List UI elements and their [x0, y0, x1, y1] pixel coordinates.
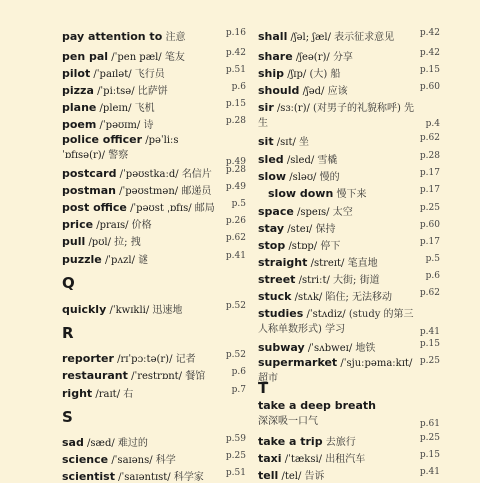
entry-phonetic: /ˈrestrɒnt/ [131, 371, 183, 382]
entry-text [62, 251, 222, 266]
entry-meaning: 慢下来 [336, 189, 367, 200]
vocab-entry [62, 251, 246, 266]
entry-text [258, 305, 416, 335]
entry-word: pull [62, 235, 86, 248]
entry-text [62, 385, 228, 400]
entry-text [258, 271, 422, 286]
entry-phonetic: /sɜː(r)/ [276, 103, 310, 114]
entry-phonetic: /ˈsjuːpəmaːkɪt/ [340, 358, 413, 369]
entry-meaning: (对男子的礼貌称呼) 先生 [258, 103, 415, 129]
entry-meaning: 保持 [315, 224, 336, 235]
vocab-entry [62, 301, 246, 316]
entry-word: slow down [268, 187, 334, 200]
entry-phonetic: /ʃəl; ʃæl/ [290, 32, 331, 43]
entry-word: sad [62, 436, 84, 449]
entry-word: stay [258, 222, 285, 235]
entry-word: subway [258, 341, 305, 354]
entry-page: p.28 [225, 116, 246, 126]
entry-word: quickly [62, 303, 107, 316]
entry-meaning: 太空 [332, 207, 353, 218]
entry-page: p.6 [425, 271, 440, 281]
entry-phonetic: /rɪˈpɔːtə(r)/ [117, 354, 173, 365]
entry-text [258, 220, 416, 235]
entry-word: police officer [62, 133, 143, 146]
vocab-entry [62, 367, 246, 382]
entry-meaning: 邮局 [194, 203, 215, 214]
entry-page: p.62 [419, 288, 440, 298]
entry-page: p.28 [419, 151, 440, 161]
entry-page: p.15 [419, 450, 440, 460]
entry-word: street [258, 273, 296, 286]
entry-meaning: 慢的 [319, 172, 340, 183]
entry-phonetic: /ˈpəʊstmən/ [119, 186, 179, 197]
entry-text [62, 367, 228, 382]
entry-meaning: 拉; 拽 [114, 237, 141, 248]
entry-phonetic: /raɪt/ [95, 389, 121, 400]
entry-page: p.15 [225, 99, 246, 109]
entry-page: p.28 [225, 165, 246, 175]
vocab-entry [62, 385, 246, 400]
entry-phonetic: /steɪ/ [287, 224, 313, 235]
entry-meaning: 雪橇 [317, 155, 338, 166]
vocab-entry [62, 451, 246, 466]
entry-text [62, 434, 222, 449]
vocab-entry [258, 356, 440, 384]
entry-phonetic: /pʊl/ [88, 237, 111, 248]
entry-text [258, 151, 416, 166]
vocab-entry [258, 339, 440, 354]
entry-meaning: 难过的 [117, 438, 148, 449]
vocab-entry [62, 350, 246, 365]
vocab-entry [258, 203, 440, 218]
entry-word: pizza [62, 84, 94, 97]
entry-text [258, 356, 416, 384]
vocab-entry [62, 99, 246, 114]
entry-text [258, 82, 416, 97]
entry-meaning: 科学 [155, 455, 176, 466]
entry-text [62, 216, 222, 231]
entry-meaning: 警察 [108, 150, 129, 161]
vocab-entry [258, 433, 440, 448]
entry-word: scientist [62, 470, 115, 483]
entry-text [258, 450, 416, 465]
entry-word: post office [62, 201, 127, 214]
vocab-entry [258, 133, 440, 148]
entry-meaning: 应该 [327, 86, 348, 97]
entry-text [258, 133, 416, 148]
entry-page: p.41 [419, 467, 440, 477]
entry-phonetic: /pleɪn/ [99, 103, 132, 114]
entry-meaning: 科学家 [173, 472, 204, 483]
entry-text [258, 28, 416, 43]
entry-phonetic: /ˈpen pæl/ [111, 52, 162, 63]
entry-word: reporter [62, 352, 114, 365]
entry-word: plane [62, 101, 97, 114]
entry-page: p.42 [419, 48, 440, 58]
entry-text [62, 301, 222, 316]
entry-phonetic: /sləʊ/ [289, 172, 317, 183]
entry-page: p.49 [225, 157, 246, 167]
entry-phonetic: /praɪs/ [96, 220, 129, 231]
entry-meaning: 坐 [299, 137, 310, 148]
vocab-entry [258, 99, 440, 129]
entry-meaning: 笔直地 [347, 258, 378, 269]
entry-page: p.51 [225, 65, 246, 75]
vocab-entry [62, 28, 246, 43]
entry-phonetic: /ˈsaɪəns/ [111, 455, 153, 466]
entry-meaning: 大街; 街道 [333, 275, 380, 286]
entry-meaning: 飞机 [134, 103, 155, 114]
entry-page: p.17 [419, 168, 440, 178]
entry-text [62, 28, 222, 43]
entry-meaning: 诗 [143, 120, 154, 131]
entry-page: p.26 [225, 216, 246, 226]
section-letter: R [62, 324, 74, 342]
entry-phonetic: /ˈpaɪlət/ [93, 69, 132, 80]
entry-meaning: 深深吸一口气 [258, 416, 318, 427]
entry-page: p.41 [419, 327, 440, 337]
entry-text [258, 433, 416, 448]
entry-text [258, 48, 416, 63]
vocab-entry [62, 133, 246, 167]
entry-meaning: 出租汽车 [325, 454, 366, 465]
entry-text [62, 468, 222, 483]
entry-meaning: 告诉 [304, 471, 325, 482]
entry-text [62, 233, 222, 248]
entry-text [258, 203, 416, 218]
entry-page: p.25 [225, 451, 246, 461]
section-letter: Q [62, 274, 75, 292]
entry-meaning: 注意 [165, 32, 186, 43]
entry-phonetic: /ˈsaɪəntɪst/ [118, 472, 171, 483]
vocab-entry [258, 185, 440, 200]
section-letter: S [62, 408, 73, 426]
entry-phonetic: /ˈstʌdiz/ [306, 309, 346, 320]
entry-word: science [62, 453, 109, 466]
vocab-entry [258, 237, 440, 252]
entry-word: pay attention to [62, 30, 163, 43]
entry-text [258, 288, 416, 303]
entry-page: p.62 [419, 133, 440, 143]
entry-word: stop [258, 239, 286, 252]
entry-phonetic: /ˈsʌbweɪ/ [307, 343, 353, 354]
vocab-entry [258, 450, 440, 465]
vocab-entry [258, 82, 440, 97]
entry-word: poem [62, 118, 97, 131]
entry-word: take a trip [258, 435, 323, 448]
vocab-entry [258, 288, 440, 303]
entry-page: p.15 [419, 339, 440, 349]
entry-page: p.7 [231, 385, 246, 395]
vocab-entry [258, 28, 440, 43]
entry-phonetic: /ʃɪp/ [287, 69, 307, 80]
entry-word: slow [258, 170, 287, 183]
entry-page: p.52 [225, 350, 246, 360]
entry-meaning: 分享 [332, 52, 353, 63]
vocab-entry [62, 468, 246, 483]
entry-word: straight [258, 256, 308, 269]
entry-word: taxi [258, 452, 282, 465]
entry-meaning: 超市 [258, 373, 278, 384]
entry-text [62, 182, 222, 197]
entry-word: sled [258, 153, 284, 166]
entry-meaning: 价格 [131, 220, 152, 231]
entry-word: shall [258, 30, 288, 43]
vocab-entry [62, 116, 246, 131]
entry-meaning: 笔友 [164, 52, 185, 63]
entry-page: p.5 [425, 254, 440, 264]
entry-page: p.51 [225, 468, 246, 478]
entry-meaning: 记者 [175, 354, 196, 365]
vocab-entry [62, 82, 246, 97]
section-letter: T [258, 379, 269, 397]
entry-text [62, 350, 222, 365]
entry-phonetic: /sæd/ [87, 438, 115, 449]
entry-phonetic: /sɪt/ [276, 137, 296, 148]
entry-phonetic: /tel/ [281, 471, 302, 482]
vocab-entry [258, 271, 440, 286]
vocab-entry [62, 182, 246, 197]
vocab-entry [258, 305, 440, 337]
vocab-entry [62, 165, 246, 180]
entry-phonetic: /ˈtæksi/ [284, 454, 323, 465]
vocab-entry [62, 65, 246, 80]
entry-phonetic: /streɪt/ [310, 258, 345, 269]
entry-page: p.16 [225, 28, 246, 38]
entry-phonetic: /ʃeə(r)/ [295, 52, 330, 63]
entry-page: p.17 [419, 237, 440, 247]
entry-word: puzzle [62, 253, 102, 266]
entry-text [62, 199, 228, 214]
vocab-entry [62, 434, 246, 449]
entry-page: p.5 [231, 199, 246, 209]
entry-word: pen pal [62, 50, 109, 63]
entry-phonetic: /ˈpəʊɪm/ [99, 120, 141, 131]
entry-text [258, 237, 416, 252]
entry-page: p.60 [419, 82, 440, 92]
entry-meaning: 飞行员 [134, 69, 165, 80]
entry-meaning: 迅速地 [152, 305, 183, 316]
vocab-entry [258, 399, 440, 429]
vocab-entry [258, 254, 440, 269]
entry-text [62, 82, 228, 97]
entry-text [258, 99, 422, 129]
entry-text [258, 339, 416, 354]
entry-page: p.25 [419, 433, 440, 443]
entry-phonetic: /ˈpiːtsə/ [97, 86, 135, 97]
entry-page: p.62 [225, 233, 246, 243]
entry-phonetic: /sled/ [286, 155, 315, 166]
vocab-entry [62, 48, 246, 63]
entry-phonetic: /striːt/ [298, 275, 330, 286]
entry-meaning: 地铁 [355, 343, 376, 354]
vocab-entry [62, 233, 246, 248]
entry-page: p.25 [419, 203, 440, 213]
entry-page: p.25 [419, 356, 440, 366]
entry-text [258, 168, 416, 183]
entry-word: studies [258, 307, 304, 320]
entry-word: right [62, 387, 93, 400]
entry-text [62, 165, 222, 180]
entry-text [258, 254, 422, 269]
entry-meaning: (大) 船 [309, 69, 341, 80]
entry-meaning: 表示征求意见 [334, 32, 395, 43]
entry-word: sit [258, 135, 274, 148]
entry-page: p.17 [419, 185, 440, 195]
entry-page: p.41 [225, 251, 246, 261]
entry-word: share [258, 50, 293, 63]
entry-text [62, 65, 222, 80]
entry-word: supermarket [258, 356, 338, 369]
entry-page: p.6 [231, 367, 246, 377]
entry-word: restaurant [62, 369, 128, 382]
entry-meaning: 邮递员 [181, 186, 212, 197]
entry-word: postman [62, 184, 116, 197]
entry-meaning: 餐馆 [185, 371, 206, 382]
entry-meaning: 右 [123, 389, 134, 400]
entry-phonetic: /speɪs/ [297, 207, 330, 218]
entry-word: price [62, 218, 94, 231]
entry-page: p.49 [225, 182, 246, 192]
entry-text [62, 133, 222, 161]
entry-page: p.59 [225, 434, 246, 444]
entry-word: tell [258, 469, 279, 482]
entry-word: ship [258, 67, 285, 80]
entry-phonetic: /ˈkwɪkli/ [109, 305, 150, 316]
entry-page: p.15 [419, 65, 440, 75]
entry-page: p.42 [419, 28, 440, 38]
vocab-entry [62, 216, 246, 231]
entry-phonetic: /ˈpʌzl/ [104, 255, 135, 266]
entry-page: p.60 [419, 220, 440, 230]
entry-word: should [258, 84, 300, 97]
entry-phonetic: /stʌk/ [294, 292, 323, 303]
entry-meaning: 停下 [320, 241, 341, 252]
entry-word: postcard [62, 167, 117, 180]
entry-meaning: (study 的第三人称单数形式) 学习 [258, 309, 414, 335]
entry-text [62, 451, 222, 466]
entry-phonetic: /ʃəd/ [302, 86, 325, 97]
entry-word: space [258, 205, 294, 218]
entry-word: sir [258, 101, 274, 114]
entry-meaning: 名信片 [181, 169, 212, 180]
vocab-entry [258, 65, 440, 80]
entry-text [258, 185, 416, 200]
entry-phonetic: /ˈpəʊstkaːd/ [119, 169, 179, 180]
vocab-entry [258, 168, 440, 183]
entry-phonetic: /pəˈliːs ˈɒfɪsə(r)/ [62, 135, 179, 161]
entry-text [258, 399, 416, 427]
entry-page: p.6 [231, 82, 246, 92]
entry-meaning: 比萨饼 [137, 86, 168, 97]
entry-text [62, 48, 222, 63]
vocab-entry [258, 48, 440, 63]
vocab-entry [258, 151, 440, 166]
entry-phonetic: /stɒp/ [288, 241, 318, 252]
entry-meaning: 谜 [138, 255, 149, 266]
entry-meaning: 去旅行 [325, 437, 356, 448]
entry-meaning: 陷住; 无法移动 [325, 292, 393, 303]
entry-text [62, 116, 222, 131]
entry-text [62, 99, 222, 114]
entry-word: stuck [258, 290, 292, 303]
entry-page: p.52 [225, 301, 246, 311]
entry-page: p.61 [419, 419, 440, 429]
entry-word: pilot [62, 67, 91, 80]
entry-page: p.42 [225, 48, 246, 58]
vocab-entry [258, 220, 440, 235]
entry-word: take a deep breath [258, 399, 377, 412]
entry-text [258, 65, 416, 80]
vocab-entry [62, 199, 246, 214]
entry-page: p.4 [425, 119, 440, 129]
entry-phonetic: /ˈpəʊst ˌɒfɪs/ [130, 203, 192, 214]
